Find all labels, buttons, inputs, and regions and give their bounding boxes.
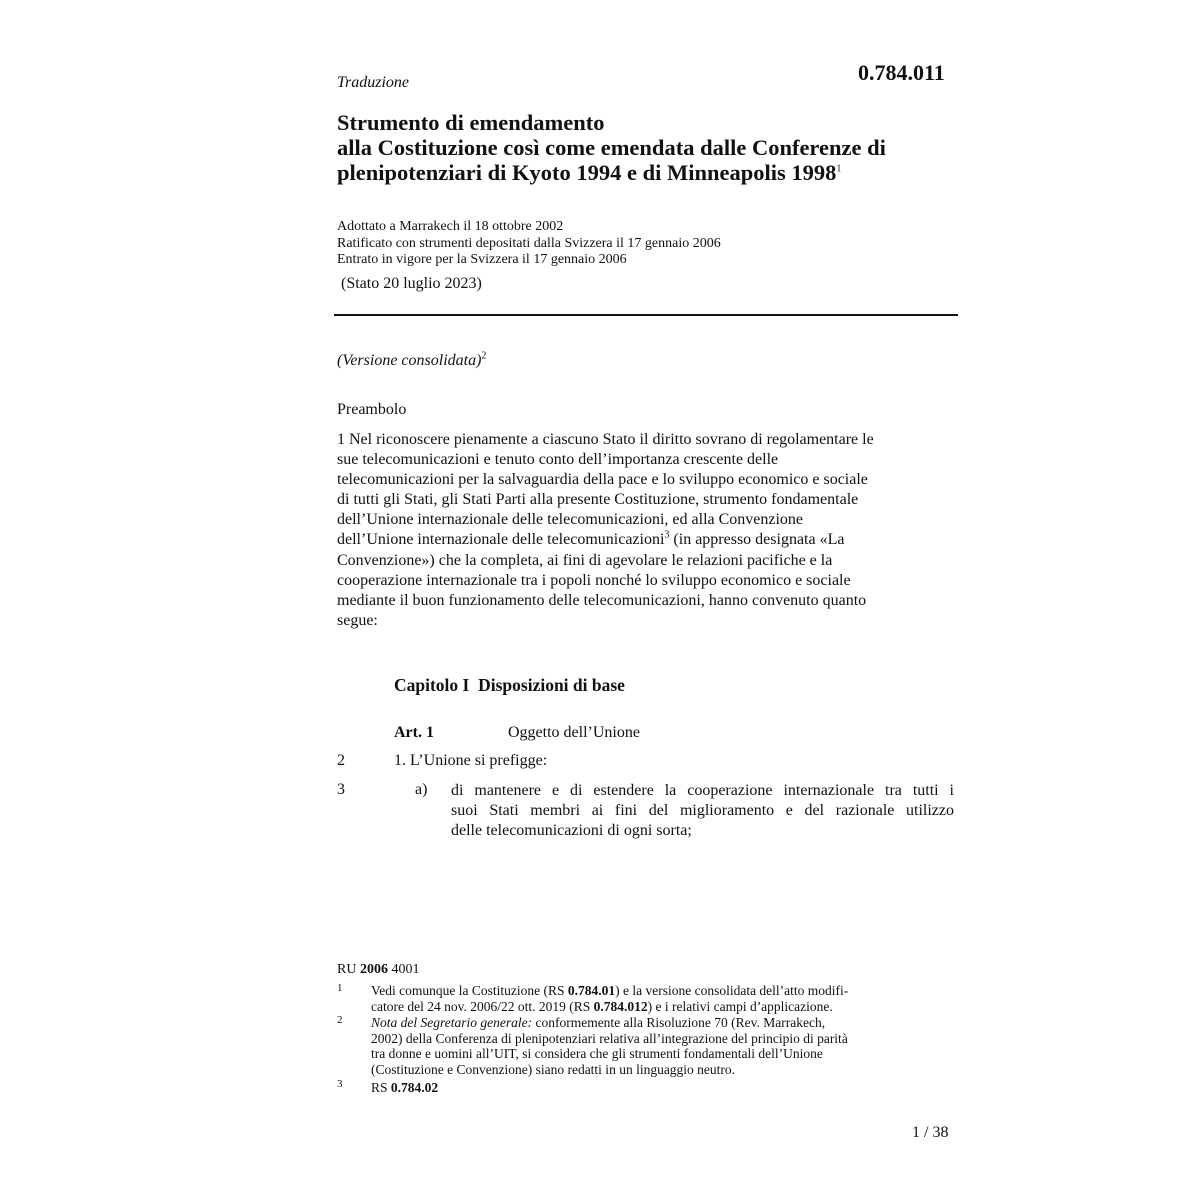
- version-note: (Versione consolidata)$^2$: [337, 350, 487, 369]
- preamble-heading: Preambolo: [337, 401, 407, 418]
- article-title: Oggetto dell’Unione: [508, 724, 640, 741]
- footnote-number: 1: [337, 982, 343, 994]
- margin-number: 2: [337, 752, 345, 769]
- title-line-1: Strumento di emendamento: [337, 110, 605, 135]
- document-number: 0.784.011: [858, 60, 945, 85]
- ratified-date: Ratificato con strumenti depositati dalla Svizzera il 17 gennaio 2006: [337, 235, 721, 251]
- item-line: di mantenere e di estendere la cooperazione internazionale tra tutti i: [451, 782, 954, 799]
- page-number: 1 / 38: [912, 1124, 949, 1141]
- item-letter: a): [415, 781, 428, 798]
- preamble-line: dell’Unione internazionale delle telecomunicazioni, ed alla Convenzione: [337, 511, 804, 529]
- version-footnote-ref[interactable]: 2: [481, 350, 487, 362]
- footnote-2: Nota del Segretario generale: conformemente alla Risoluzione 70 (Rev. Marrakech, 2002) della Conferenza di plenipotenziari relativa all’integrazione del principio di parità tra donne e uomini all’UIT, si considera che gli strumenti fondamentali dell’Unione (Costituzione e Convenzione) siano redatti in un linguaggio neutro.: [371, 1015, 848, 1077]
- document-title: [337, 110, 977, 185]
- footnote-3: RS 0.784.02: [371, 1080, 439, 1095]
- preamble-line: cooperazione internazionale tra i popoli nonché lo sviluppo economico e sociale: [337, 571, 851, 589]
- preamble-footnote-ref[interactable]: 3: [664, 530, 670, 542]
- article-paragraph: 1. L’Unione si prefigge:: [394, 752, 548, 769]
- preamble-line: dell’Unione internazionale delle telecomunicazioni$^3$ (in appresso designata «La: [337, 530, 845, 549]
- adopted-date: Adottato a Marrakech il 18 ottobre 2002: [337, 219, 564, 234]
- footnote-number: 3: [337, 1078, 343, 1090]
- chapter-heading: Capitolo I Disposizioni di base: [394, 675, 625, 695]
- title-line-3: plenipotenziari di Kyoto 1994 e di Minneapolis 1998$^1$: [337, 160, 842, 185]
- footnote-number: 2: [337, 1014, 343, 1026]
- preamble-line: Convenzione») che la completa, ai fini di agevolare le relazioni pacifiche e la: [337, 551, 833, 569]
- margin-number: 3: [337, 781, 345, 798]
- preamble-text: [337, 430, 874, 631]
- preamble-line: telecomunicazioni per la salvaguardia della pace e lo sviluppo economico e sociale: [337, 471, 868, 489]
- preamble-line: di tutti gli Stati, gli Stati Parti alla presente Costituzione, strumento fondamentale: [337, 491, 859, 509]
- title-footnote-ref[interactable]: 1: [836, 163, 842, 175]
- in-force-date: Entrato in vigore per la Svizzera il 17 gennaio 2006: [337, 252, 627, 267]
- preamble-line: sue telecomunicazioni e tenuto conto dell’importanza crescente delle: [337, 451, 779, 469]
- item-line: suoi Stati membri ai fini del miglioramento e del razionale utilizzo: [451, 802, 954, 819]
- footnote-link[interactable]: 0.784.01: [567, 983, 616, 998]
- adoption-metadata: [337, 219, 721, 269]
- article-number: Art. 1: [394, 724, 434, 741]
- preamble-line: segue:: [337, 611, 378, 629]
- footnote-link[interactable]: 0.784.012: [593, 998, 648, 1014]
- title-line-2: alla Costituzione così come emendata dalle Conferenze di: [337, 135, 886, 160]
- footnote-link[interactable]: 0.784.02: [390, 1080, 439, 1095]
- item-line: delle telecomunicazioni di ogni sorta;: [451, 822, 692, 839]
- preamble-line: 1 Nel riconoscere pienamente a ciascuno Stato il diritto sovrano di regolamentare le: [337, 431, 874, 448]
- preamble-line: mediante il buon funzionamento delle telecomunicazioni, hanno convenuto quanto: [337, 591, 867, 609]
- translation-label: Traduzione: [337, 74, 410, 91]
- ru-reference: RU 2006 4001: [337, 962, 420, 977]
- status-date: (Stato 20 luglio 2023): [341, 275, 482, 292]
- header-divider: [334, 314, 958, 316]
- article-item-text: [451, 781, 954, 841]
- footnote-1: Vedi comunque la Costituzione (RS 0.784.01) e la versione consolidata dell’atto modifi- catore del 24 nov. 2006/22 ott. 2019 (RS 0.784.012) e i relativi campi d’applicazione.: [371, 983, 849, 1014]
